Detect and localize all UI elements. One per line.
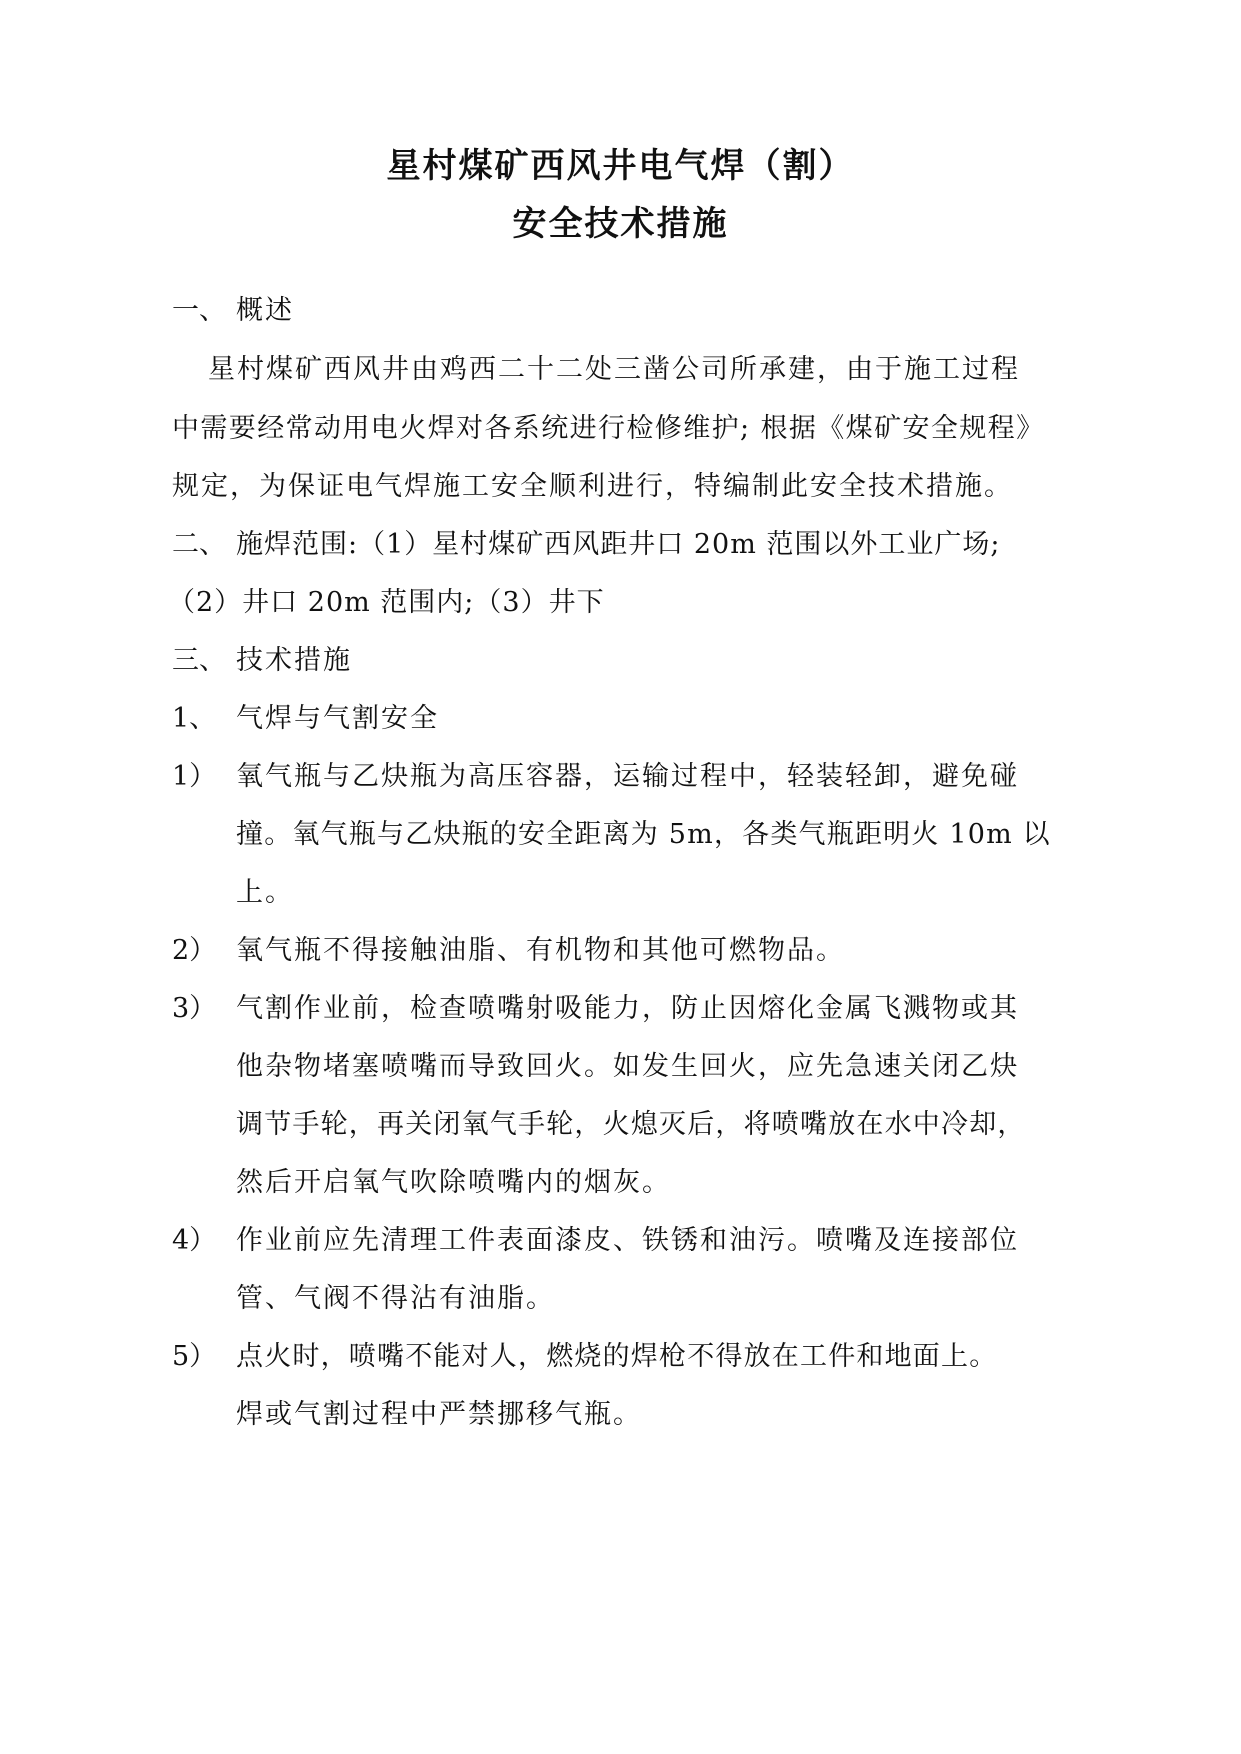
section-1-number: 一、	[172, 295, 226, 326]
overview-line-2: 中需要经常动用电火焊对各系统进行检修维护; 根据《煤矿安全规程》	[172, 413, 1045, 444]
overview-line-3: 规定，为保证电气焊施工安全顺利进行，特编制此安全技术措施。	[172, 471, 1013, 502]
item-4-number: 4）	[172, 1225, 217, 1256]
item-1-number: 1）	[172, 761, 217, 792]
item-5-line-1: 点火时，喷嘴不能对人，燃烧的焊枪不得放在工件和地面上。	[236, 1341, 998, 1372]
section-3-number: 三、	[172, 645, 226, 676]
overview-line-1: 星村煤矿西风井由鸡西二十二处三凿公司所承建，由于施工过程	[208, 354, 1020, 385]
item-3-number: 3）	[172, 993, 217, 1024]
item-3-line-2: 他杂物堵塞喷嘴而导致回火。如发生回火，应先急速关闭乙炔	[236, 1051, 1019, 1082]
subsection-1-heading: 气焊与气割安全	[236, 703, 439, 734]
subsection-1-number: 1、	[172, 703, 217, 734]
item-2-line-1: 氧气瓶不得接触油脂、有机物和其他可燃物品。	[236, 935, 845, 966]
item-3-line-3: 调节手轮，再关闭氧气手轮，火熄灭后，将喷嘴放在水中冷却，	[236, 1109, 1026, 1140]
item-4-line-1: 作业前应先清理工件表面漆皮、铁锈和油污。喷嘴及连接部位	[236, 1225, 1019, 1256]
item-5-number: 5）	[172, 1341, 217, 1372]
section-2-number: 二、	[172, 529, 226, 560]
item-1-line-1: 氧气瓶与乙炔瓶为高压容器，运输过程中，轻装轻卸，避免碰	[236, 761, 1019, 792]
section-1-heading: 概述	[236, 295, 294, 326]
item-3-line-4: 然后开启氧气吹除喷嘴内的烟灰。	[236, 1167, 671, 1198]
section-2-line-1: 施焊范围:（1）星村煤矿西风距井口 20m 范围以外工业广场;	[236, 529, 1001, 560]
item-2-number: 2）	[172, 935, 217, 966]
item-1-line-3: 上。	[236, 877, 294, 908]
item-5-line-2: 焊或气割过程中严禁挪移气瓶。	[236, 1399, 642, 1430]
item-1-line-2: 撞。氧气瓶与乙炔瓶的安全距离为 5m，各类气瓶距明火 10m 以	[236, 819, 1051, 850]
item-3-line-1: 气割作业前，检查喷嘴射吸能力，防止因熔化金属飞溅物或其	[236, 993, 1019, 1024]
item-4-line-2: 管、气阀不得沾有油脂。	[236, 1283, 555, 1314]
document-title-line-2: 安全技术措施	[512, 204, 729, 244]
document-title-line-1: 星村煤矿西风井电气焊（割）	[386, 146, 855, 186]
section-3-heading: 技术措施	[236, 645, 352, 676]
section-2-line-2: （2）井口 20m 范围内;（3）井下	[168, 587, 605, 618]
